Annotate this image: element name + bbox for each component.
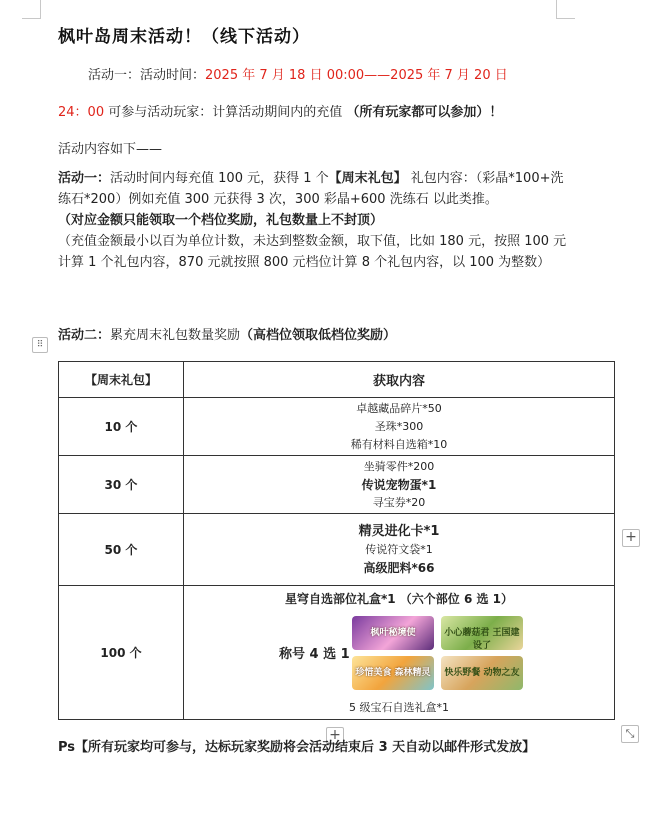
reward-item: 坐骑零件*200 [363, 459, 435, 473]
items-cell [184, 456, 615, 514]
time-prefix: 活动一：活动时间： [88, 68, 206, 83]
table-header-pack: 【周末礼包】 [59, 362, 184, 398]
time-range-start: 2025 年 7 月 18 日 00:00——2025 年 7 月 20 日 [205, 68, 508, 83]
page-corner-mark-right [556, 0, 575, 19]
title-badge-image: 珍惜美食 森林精灵 [352, 656, 434, 690]
page-corner-mark-left [22, 0, 41, 19]
activity1-text1: 活动时间内每充值 100 元，获得 1 个 [110, 171, 329, 186]
table-row [59, 456, 615, 514]
table-row-100 [59, 586, 615, 720]
activity2-text: 累充周末礼包数量奖励 [110, 328, 241, 343]
time-line [88, 64, 508, 83]
add-column-button[interactable]: + [622, 529, 640, 547]
reward-item: 精灵进化卡*1 [358, 523, 440, 539]
title-badge-image: 枫叶秘境使 [352, 616, 434, 650]
eligibility-text: 可参与活动玩家：计算活动期间内的充值 [104, 105, 347, 120]
tier-cell: 10 个 [59, 398, 184, 456]
activity1-label: 活动一： [58, 171, 111, 186]
activity1-pack-name: 【周末礼包】 [328, 171, 407, 186]
title-badge-image: 小心蘑菇君 王国建设了 [441, 616, 523, 650]
reward-item: 卓越藏品碎片*50 [356, 401, 442, 415]
items-cell [184, 398, 615, 456]
eligibility-note: （所有玩家都可以参加）！ [346, 105, 503, 120]
page-title: 枫叶岛周末活动！（线下活动） [58, 27, 310, 47]
activity2-label: 活动二： [58, 328, 111, 343]
activity1-note: （充值金额最小以百为单位计数，未达到整数金额，取下值，比如 180 元，按照 100 元计算 1 个礼包内容，870 元就按照 800 元档位计算 8 个礼包内容，以 100 为整数） [58, 234, 567, 270]
time-range-end: 24：00 [58, 105, 105, 120]
items-cell [184, 514, 615, 586]
intro-text: 活动内容如下—— [58, 142, 163, 157]
reward-item: 高级肥料*66 [363, 560, 435, 575]
add-row-button[interactable]: + [326, 727, 344, 745]
tier-cell: 50 个 [59, 514, 184, 586]
activity1-note-bold: （对应金额只能领取一个档位奖励，礼包数量上不封顶） [58, 213, 384, 228]
table-drag-handle-icon[interactable]: ⠿ [32, 337, 48, 353]
reward-item: 传说符文袋*1 [365, 542, 433, 556]
activity1-text2: 礼包内容：（彩晶*100+洗练石*200）例如充值 300 元获得 3 次，300 彩晶+600 洗练石 以此类推。 [58, 171, 564, 207]
reward-table [58, 361, 615, 720]
reward-item: 寻宝券*20 [372, 495, 426, 509]
reward-item: 5 级宝石自选礼盒*1 [349, 701, 449, 714]
table-header-row [59, 362, 615, 398]
activity1-paragraph [58, 168, 568, 273]
items-cell [184, 586, 615, 720]
tier-cell: 100 个 [59, 586, 184, 720]
ps-note: Ps【所有玩家均可参与，达标玩家奖励将会活动结束后 3 天自动以邮件形式发放】 [58, 740, 536, 755]
activity2-note: （高档位领取低档位奖励） [240, 328, 397, 343]
table-header-content: 获取内容 [184, 362, 615, 398]
activity2-line [58, 324, 396, 343]
table-resize-icon[interactable]: ⤡ [621, 725, 639, 743]
title-badge-image: 快乐野餐 动物之友 [441, 656, 523, 690]
reward-item: 星穹自选部位礼盒*1 （六个部位 6 选 1） [284, 592, 514, 606]
title-choice-label: 称号 4 选 1 [279, 647, 350, 662]
reward-item: 稀有材料自选箱*10 [350, 437, 448, 451]
reward-item: 传说宠物蛋*1 [361, 477, 437, 492]
time-line-2 [58, 101, 502, 120]
table-row [59, 514, 615, 586]
table-row [59, 398, 615, 456]
tier-cell: 30 个 [59, 456, 184, 514]
reward-item: 圣珠*300 [374, 419, 424, 433]
